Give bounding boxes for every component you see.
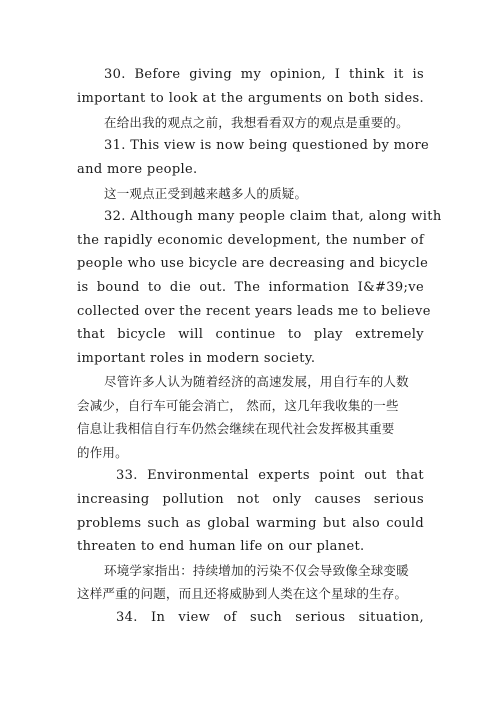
text-line: the rapidly economic development, the number of — [77, 233, 424, 248]
text-line: 信息让我相信自行车仍然会继续在现代社会发挥极其重要 — [77, 421, 395, 436]
text-line: people who use bicycle are decreasing and bicycle — [77, 256, 429, 271]
text-line: 30. Before giving my opinion, I think it is — [104, 67, 424, 82]
text-line: increasing pollution not only causes serious — [77, 492, 424, 507]
text-line: 33. Environmental experts point out that — [116, 468, 424, 483]
text-line: 这一观点正受到越来越多人的质疑。 — [104, 186, 308, 201]
text-line: 环境学家指出：持续增加的污染不仅会导致像全球变暖 — [104, 563, 409, 578]
text-line: 34. In view of such serious situation, — [116, 610, 424, 625]
text-line: 31. This view is now being questioned by more — [104, 138, 430, 153]
text-line: is bound to die out. The information I&#39;ve — [77, 280, 424, 295]
text-line: that bicycle will continue to play extremely — [77, 327, 424, 342]
text-line: collected over the recent years leads me to believe — [77, 304, 431, 319]
text-line: problems such as global warming but also could — [77, 516, 424, 531]
text-line: important roles in modern society. — [77, 351, 316, 366]
text-line: and more people. — [77, 162, 198, 177]
text-line: 会减少，自行车可能会消亡， 然而，这几年我收集的一些 — [77, 398, 399, 413]
text-line: important to look at the arguments on both sides. — [77, 91, 424, 106]
text-line: 在给出我的观点之前，我想看看双方的观点是重要的。 — [104, 115, 409, 130]
text-line: 尽管许多人认为随着经济的高速发展，用自行车的人数 — [104, 374, 409, 389]
text-line: 的作用。 — [77, 445, 128, 460]
text-line: 这样严重的问题，而且还将威胁到人类在这个星球的生存。 — [77, 586, 408, 601]
text-line: 32. Although many people claim that, along with — [104, 209, 442, 224]
text-line: threaten to end human life on our planet. — [77, 539, 365, 554]
